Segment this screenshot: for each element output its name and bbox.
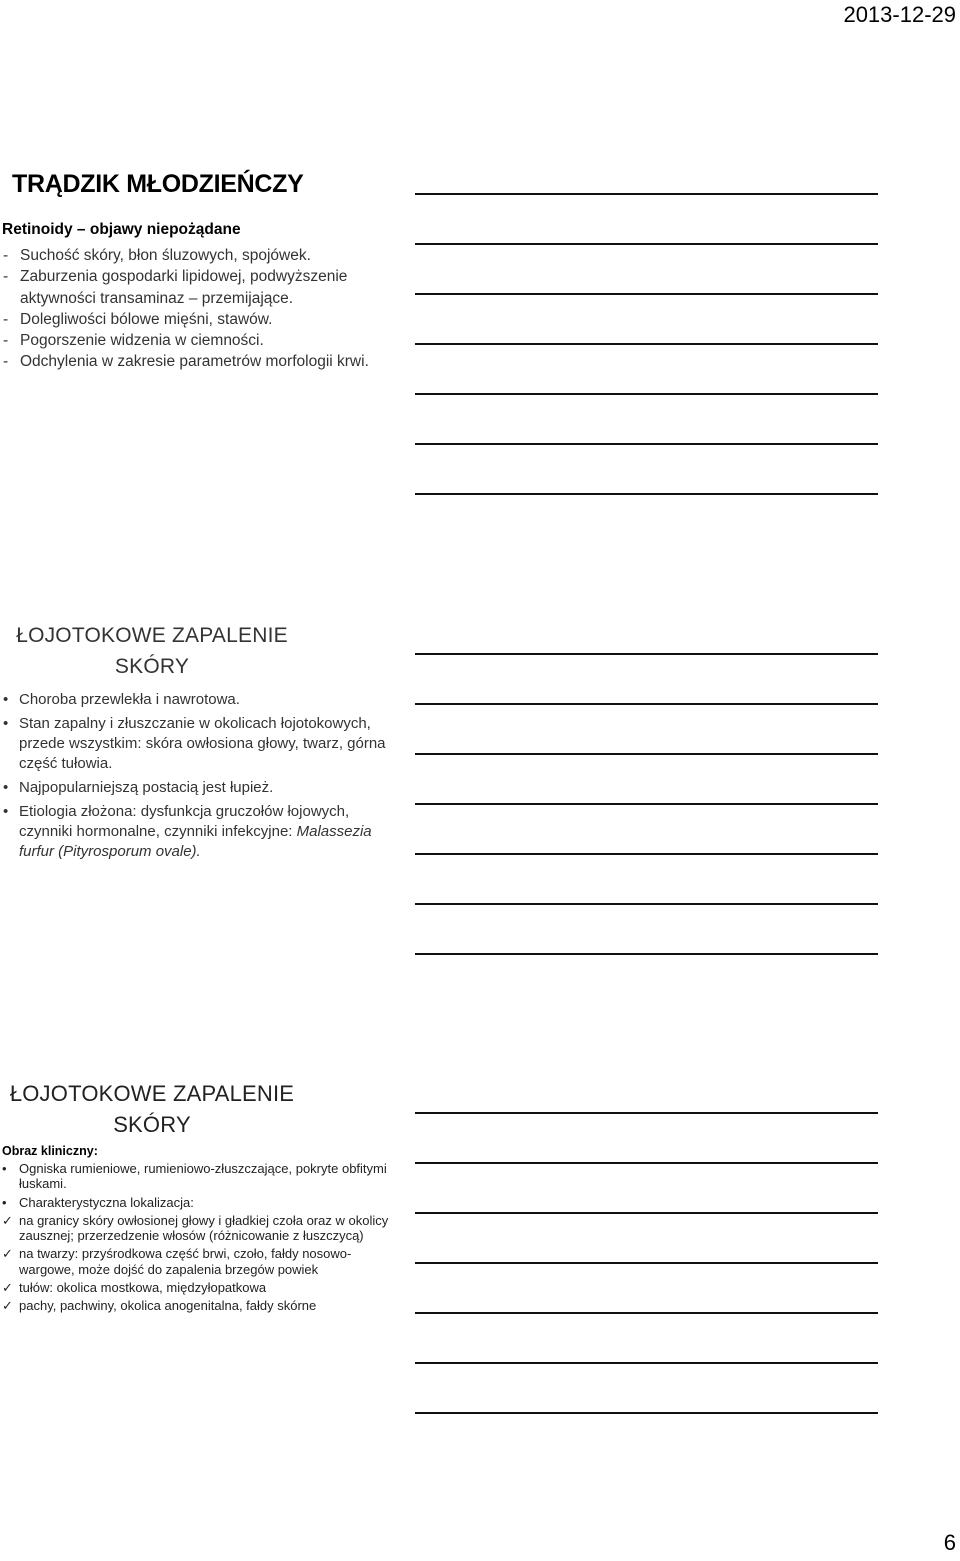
item-text: Etiologia złożona: dysfunkcja gruczołów łojowych, czynniki hormonalne, czynniki infekcyjne: — [19, 803, 350, 840]
item-text: Charakterystyczna lokalizacja: — [19, 1194, 194, 1210]
list-item — [0, 1298, 405, 1313]
slide-title — [0, 620, 304, 682]
item-text: na twarzy: przyśrodkowa część brwi, czoło, fałdy nosowo-wargowe, może dojść do zapalenia brzegów powiek — [19, 1246, 352, 1277]
bullet-icon: • — [3, 803, 9, 820]
title-line: SKÓRY — [113, 1112, 191, 1137]
title-line: ŁOJOTOKOWE ZAPALENIE — [9, 1081, 295, 1106]
slide-title: TRĄDZIK MŁODZIEŃCZY — [12, 170, 304, 198]
bullet-icon: • — [2, 1194, 7, 1210]
bullet-icon: • — [3, 715, 9, 732]
item-text: Stan zapalny i złuszczanie w okolicach łojotokowych, przede wszystkim: skóra owłosiona głowy, twarz, górna część tułowia. — [19, 715, 386, 772]
bullet-list — [0, 690, 405, 862]
list-item — [0, 1246, 405, 1277]
list-item — [0, 778, 405, 798]
slide-tradzik — [0, 170, 405, 373]
item-text: Ogniska rumieniowe, rumieniowo-złuszczające, pokryte obfitymi łuskami. — [19, 1161, 387, 1192]
list-item — [0, 1195, 405, 1210]
list-item — [0, 690, 405, 710]
slide-subtitle: Obraz kliniczny: — [2, 1144, 98, 1158]
list-item: - Dolegliwości bólowe mięśni, stawów. — [0, 309, 405, 330]
bullet-icon: • — [2, 1161, 7, 1176]
item-text: tułów: okolica mostkowa, międzyłopatkowa — [19, 1280, 267, 1296]
list-item: - Suchość skóry, błon śluzowych, spojówek. — [0, 245, 405, 266]
title-line: SKÓRY — [114, 655, 190, 678]
species-name: Malassezia furfur (Pityrosporum ovale). — [19, 823, 372, 860]
list-item — [0, 1280, 405, 1295]
list-item: - Pogorszenie widzenia w ciemności. — [0, 330, 405, 351]
list-item — [0, 1213, 405, 1244]
clinical-list — [0, 1161, 405, 1314]
document-date: 2013-12-29 — [843, 2, 956, 27]
slide-subtitle: Retinoidy – objawy niepożądane — [2, 221, 241, 238]
list-item — [0, 714, 405, 774]
bullet-icon: • — [3, 779, 9, 796]
slide-title — [0, 1078, 304, 1140]
side-effects-list — [0, 245, 405, 373]
bullet-icon: • — [3, 691, 9, 708]
slide-lojotokowe-1 — [0, 620, 405, 866]
item-text: Choroba przewlekła i nawrotowa. — [19, 691, 240, 708]
list-item: - Odchylenia w zakresie parametrów morfologii krwi. — [0, 351, 405, 372]
item-text: Najpopularniejszą postacią jest łupież. — [19, 779, 274, 796]
item-text: na granicy skóry owłosionej głowy i gładkiej czoła oraz w okolicy zausznej; przerzedzenie włosów (różnicowanie z łuszczycą) — [19, 1212, 389, 1244]
slide-lojotokowe-2 — [0, 1078, 405, 1317]
list-item: - Zaburzenia gospodarki lipidowej, podwyższenie aktywności transaminaz – przemijające. — [0, 266, 405, 309]
title-line: ŁOJOTOKOWE ZAPALENIE — [16, 624, 288, 647]
page-number: 6 — [943, 1530, 956, 1555]
checkmark-icon: ✓ — [2, 1246, 13, 1262]
list-item — [0, 802, 405, 862]
checkmark-icon: ✓ — [2, 1298, 13, 1314]
checkmark-icon: ✓ — [2, 1212, 13, 1228]
checkmark-icon: ✓ — [2, 1280, 13, 1296]
list-item — [0, 1161, 405, 1192]
item-text: pachy, pachwiny, okolica anogenitalna, fałdy skórne — [19, 1298, 317, 1314]
